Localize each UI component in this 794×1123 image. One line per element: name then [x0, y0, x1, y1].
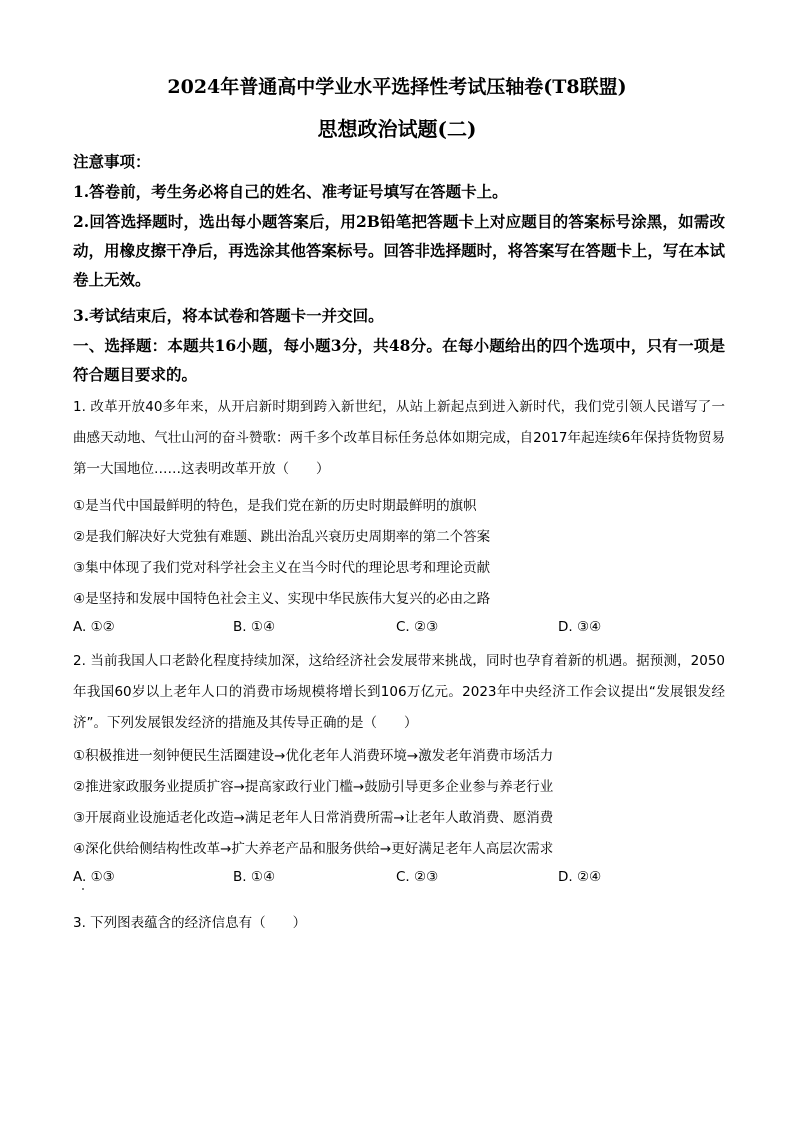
question-1-stem: 1. 改革开放40多年来，从开启新时期到跨入新世纪，从站上新起点到进入新时代，我们党引领人民谱写了一曲感天动地、气壮山河的奋斗赞歌：两千多个改革目标任务总体如期完成，自2017年起连续6年保持货物贸易第一大国地位……这表明改革开放（ ）: [73, 399, 725, 477]
question-2-statement-2: ②推进家政服务业提质扩容→提高家政行业门槛→鼓励引导更多企业参与养老行业: [73, 779, 554, 795]
question-2-option-d[interactable]: D. ②④: [558, 869, 602, 885]
question-2-statement-3: ③开展商业设施适老化改造→满足老年人日常消费所需→让老年人敢消费、愿消费: [73, 810, 554, 826]
question-2-option-a[interactable]: A. ①③: [73, 869, 115, 885]
notice-item-2: 2.回答选择题时，选出每小题答案后，用2B铅笔把答题卡上对应题目的答案标号涂黑，如需改动，用橡皮擦干净后，再选涂其他答案标号。回答非选择题时，将答案写在答题卡上，写在本试卷上无效。: [73, 212, 725, 289]
exam-title: 2024年普通高中学业水平选择性考试压轴卷(T8联盟): [167, 76, 627, 98]
question-1-option-a[interactable]: A. ①②: [73, 619, 115, 635]
question-2-option-b[interactable]: B. ①④: [233, 869, 276, 885]
notice-item-1: 1.答卷前，考生务必将自己的姓名、准考证号填写在答题卡上。: [73, 182, 508, 201]
question-1-statement-1: ①是当代中国最鲜明的特色，是我们党在新的历史时期最鲜明的旗帜: [73, 498, 477, 514]
question-2-statement-1: ①积极推进一刻钟便民生活圈建设→优化老年人消费环境→激发老年消费市场活力: [73, 748, 554, 764]
question-1-statement-3: ③集中体现了我们党对科学社会主义在当今时代的理论思考和理论贡献: [73, 560, 491, 576]
notice-heading: 注意事项：: [73, 152, 151, 171]
question-2-stem: 2. 当前我国人口老龄化程度持续加深，这给经济社会发展带来挑战，同时也孕育着新的机遇。据预测，2050年我国60岁以上老年人口的消费市场规模将增长到106万亿元。2023年中央经济工作会议提出“发展银发经济”。下列发展银发经济的措施及其传导正确的是（ ）: [73, 653, 725, 731]
section-heading: 一、选择题：本题共16小题，每小题3分，共48分。在每小题给出的四个选项中，只有一项是符合题目要求的。: [73, 336, 725, 384]
notice-item-3: 3.考试结束后，将本试卷和答题卡一并交回。: [73, 306, 384, 325]
question-1-statement-4: ④是坚持和发展中国特色社会主义、实现中华民族伟大复兴的必由之路: [73, 591, 491, 607]
stray-dot: [82, 888, 84, 890]
exam-subtitle: 思想政治试题(二): [317, 117, 477, 141]
question-3-stem: 3. 下列图表蕴含的经济信息有（ ）: [73, 915, 307, 931]
question-1-option-b[interactable]: B. ①④: [233, 619, 276, 635]
question-1-option-d[interactable]: D. ③④: [558, 619, 602, 635]
question-1-option-c[interactable]: C. ②③: [396, 619, 439, 635]
question-2-option-c[interactable]: C. ②③: [396, 869, 439, 885]
question-2-statement-4: ④深化供给侧结构性改革→扩大养老产品和服务供给→更好满足老年人高层次需求: [73, 841, 554, 857]
question-1-statement-2: ②是我们解决好大党独有难题、跳出治乱兴衰历史周期率的第二个答案: [73, 529, 491, 545]
